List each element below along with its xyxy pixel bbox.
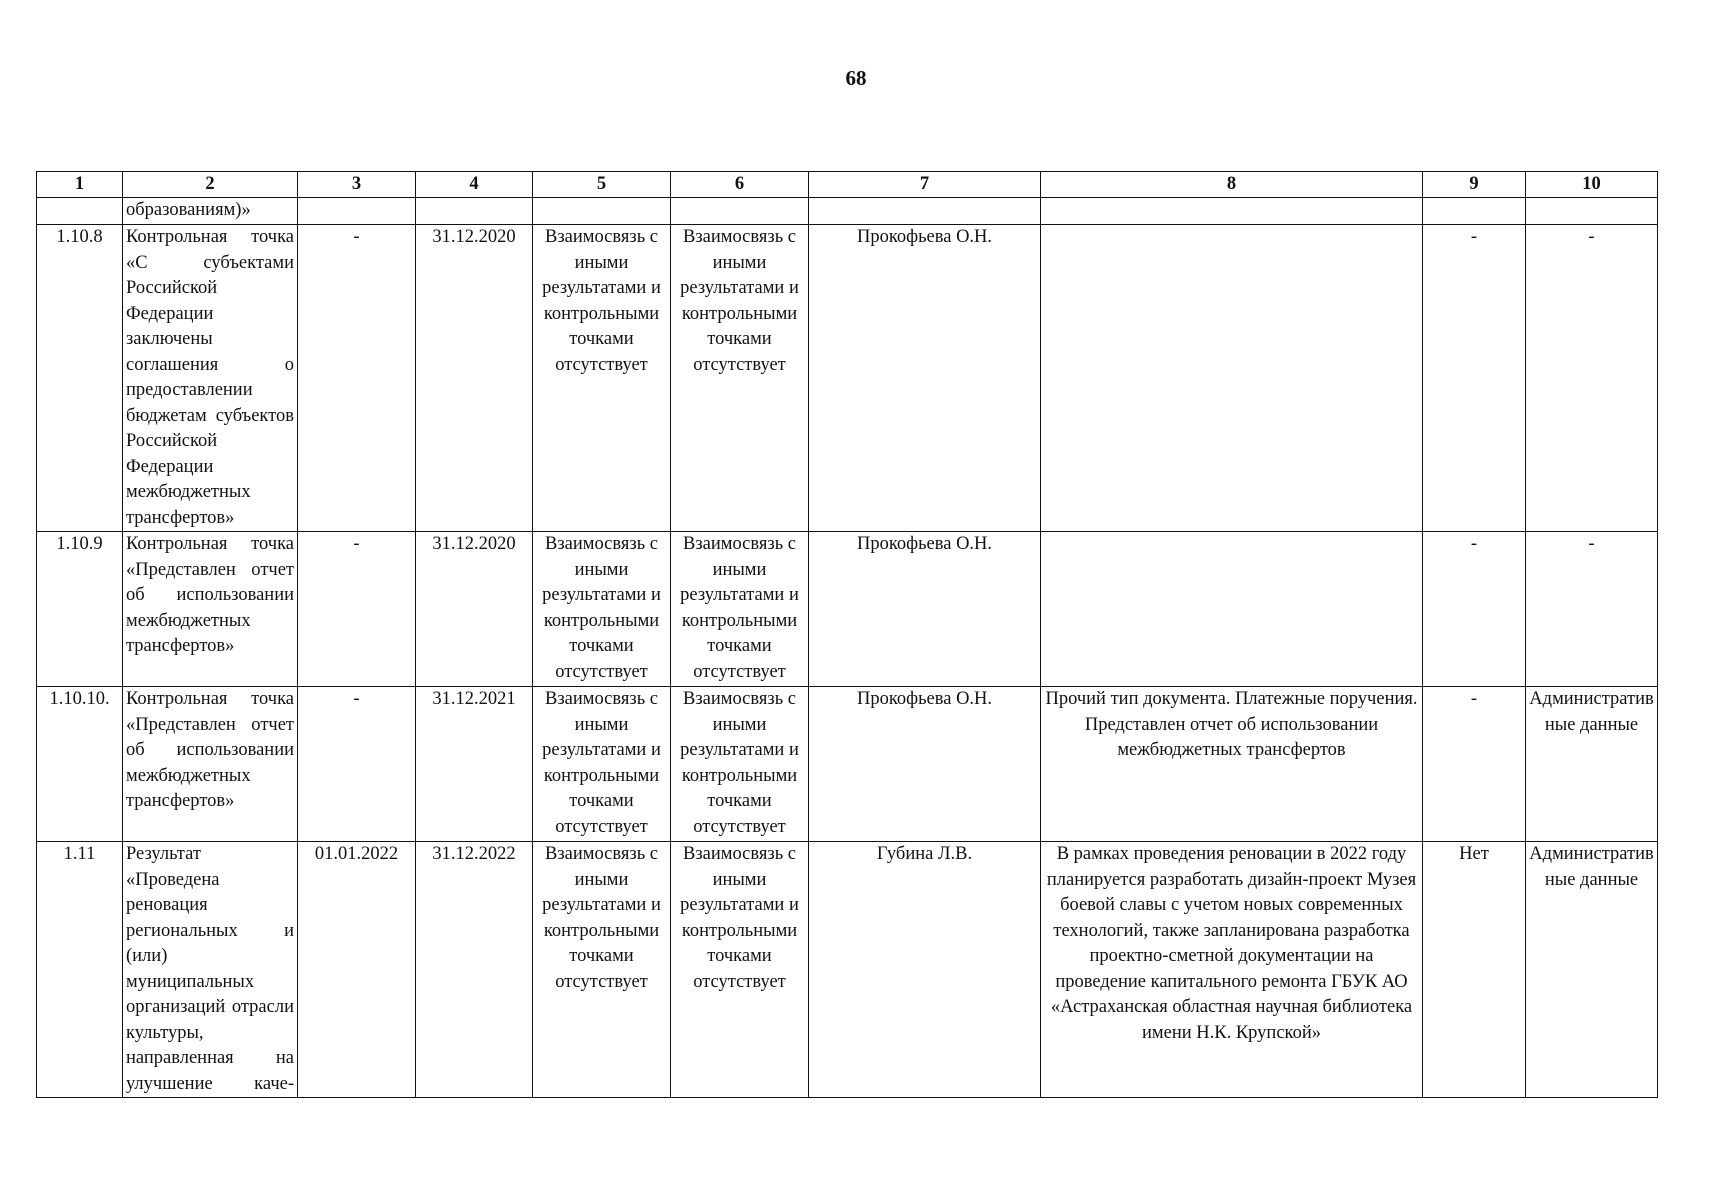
work-description [1041,225,1423,532]
column-number-row [37,172,1658,198]
responsible-person: Прокофьева О.Н. [809,225,1041,532]
info-system: - [1526,532,1658,687]
table-row [37,225,1658,532]
predecessors: Взаимосвязь с иными результатами и контрольными точками отсутствует [533,225,671,532]
end-date: 31.12.2021 [416,687,533,842]
responsible-person: Прокофьева О.Н. [809,532,1041,687]
result-name: Контрольная точка «Представлен отчет об использовании межбюджетных трансфертов» [123,532,298,687]
plan-table [36,171,1658,1098]
control-level: Нет [1423,842,1526,1098]
table-row [37,532,1658,687]
column-header: 8 [1041,172,1423,198]
start-date: 01.01.2022 [298,842,416,1098]
column-header: 9 [1423,172,1526,198]
column-header: 4 [416,172,533,198]
work-description: Прочий тип документа. Платежные поручения. Представлен отчет об использовании межбюджетных трансфертов [1041,687,1423,842]
page-number: 68 [845,66,867,90]
responsible-person: Губина Л.В. [809,842,1041,1098]
row-number: 1.10.10. [37,687,123,842]
work-description: В рамках проведения реновации в 2022 году планируется разработать дизайн-проект Музея боевой славы с учетом новых современных технологий, также запланирована разработка проектно-сметной документации на проведение капитального ремонта ГБУК АО «Астраханская областная научная библиотека имени Н.К. Крупской» [1041,842,1423,1098]
predecessors: Взаимосвязь с иными результатами и контрольными точками отсутствует [533,842,671,1098]
successors: Взаимосвязь с иными результатами и контрольными точками отсутствует [671,532,809,687]
column-header: 3 [298,172,416,198]
work-description [1041,532,1423,687]
continuation-row [37,198,1658,225]
control-level: - [1423,687,1526,842]
successors: Взаимосвязь с иными результатами и контрольными точками отсутствует [671,225,809,532]
control-level: - [1423,225,1526,532]
column-header: 6 [671,172,809,198]
row-number: 1.11 [37,842,123,1098]
control-level: - [1423,532,1526,687]
start-date: - [298,225,416,532]
result-name: Контрольная точка «С субъектами Российской Федерации заключены соглашения о предоставлении бюджетам субъектов Российской Федерации межбюджетных трансфертов» [123,225,298,532]
table-body [37,225,1658,1098]
row-number: 1.10.9 [37,532,123,687]
column-header: 1 [37,172,123,198]
table-row [37,842,1658,1098]
column-header: 10 [1526,172,1658,198]
column-header: 7 [809,172,1041,198]
predecessors: Взаимосвязь с иными результатами и контрольными точками отсутствует [533,687,671,842]
successors: Взаимосвязь с иными результатами и контрольными точками отсутствует [671,687,809,842]
column-header: 5 [533,172,671,198]
start-date: - [298,532,416,687]
successors: Взаимосвязь с иными результатами и контрольными точками отсутствует [671,842,809,1098]
result-name: Контрольная точка «Представлен отчет об использовании межбюджетных трансфертов» [123,687,298,842]
info-system: Административные данные [1526,842,1658,1098]
column-header: 2 [123,172,298,198]
row-number: 1.10.8 [37,225,123,532]
end-date: 31.12.2022 [416,842,533,1098]
continued-text: образованиям)» [123,198,298,225]
end-date: 31.12.2020 [416,225,533,532]
info-system: - [1526,225,1658,532]
table-row [37,687,1658,842]
end-date: 31.12.2020 [416,532,533,687]
start-date: - [298,687,416,842]
predecessors: Взаимосвязь с иными результатами и контрольными точками отсутствует [533,532,671,687]
responsible-person: Прокофьева О.Н. [809,687,1041,842]
info-system: Административные данные [1526,687,1658,842]
result-name: Результат «Проведена реновация региональных и (или) муниципальных организаций отрасли культуры, направленная на улучшение каче- [123,842,298,1098]
